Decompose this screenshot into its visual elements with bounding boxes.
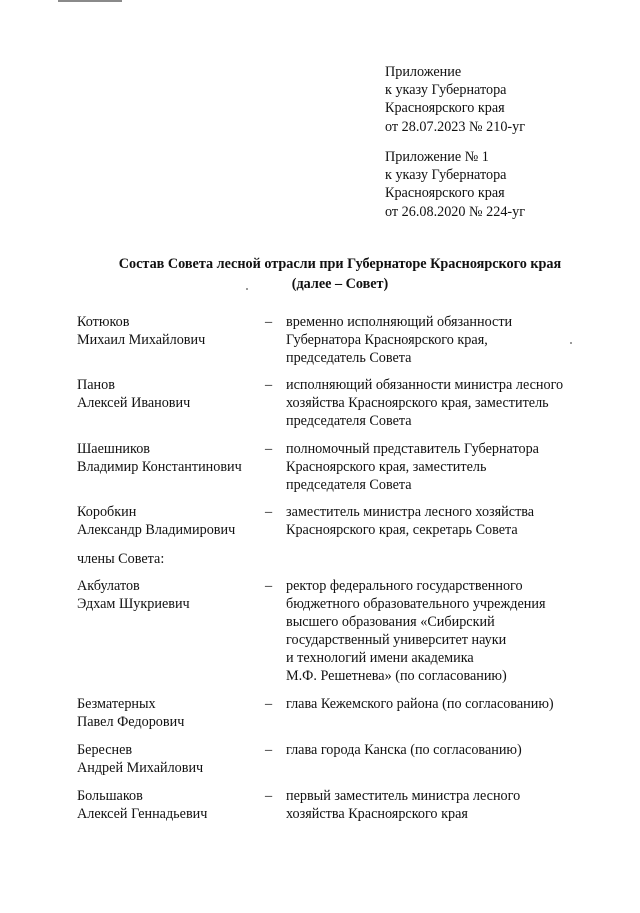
member-given-names: Эдхам Шукриевич xyxy=(77,596,190,612)
role-line: высшего образования «Сибирский xyxy=(286,614,495,630)
appendix-line: Красноярского края xyxy=(385,100,505,117)
member-given-names: Александр Владимирович xyxy=(77,522,236,538)
member-role xyxy=(286,787,596,823)
member-name xyxy=(77,503,235,539)
member-name xyxy=(77,787,207,823)
role-line: исполняющий обязанности министра лесного xyxy=(286,377,564,393)
appendix-block-original xyxy=(385,148,525,221)
member-surname: Панов xyxy=(77,377,115,393)
member-name xyxy=(77,440,242,476)
role-line: глава города Канска (по согласованию) xyxy=(286,742,522,758)
role-line: М.Ф. Решетнева» (по согласованию) xyxy=(286,668,507,684)
scan-edge-mark xyxy=(58,0,122,2)
role-line: председатель Совета xyxy=(286,350,412,366)
member-surname: Акбулатов xyxy=(77,578,140,594)
member-role xyxy=(286,577,596,685)
appendix-line: Красноярского края xyxy=(385,185,505,202)
role-line: ректор федерального государственного xyxy=(286,578,523,594)
member-given-names: Алексей Геннадьевич xyxy=(77,806,208,822)
title-line: Состав Совета лесной отрасли при Губернаторе Красноярского края xyxy=(118,256,562,272)
member-role xyxy=(286,313,596,367)
role-line: заместитель министра лесного хозяйства xyxy=(286,504,535,520)
member-dash: – xyxy=(265,788,273,804)
role-line: председателя Совета xyxy=(286,413,412,429)
member-role xyxy=(286,376,596,430)
role-line: временно исполняющий обязанности xyxy=(286,314,513,330)
member-given-names: Алексей Иванович xyxy=(77,395,191,411)
member-dash: – xyxy=(265,441,273,457)
appendix-line: от 28.07.2023 № 210-уг xyxy=(385,118,526,135)
member-surname: Большаков xyxy=(77,788,143,804)
role-line: хозяйства Красноярского края xyxy=(286,806,468,822)
member-given-names: Михаил Михайлович xyxy=(77,332,206,348)
role-line: и технологий имени академика xyxy=(286,650,474,666)
member-dash: – xyxy=(265,314,273,330)
member-given-names: Андрей Михайлович xyxy=(77,760,204,776)
member-dash: – xyxy=(265,578,273,594)
appendix-line: к указу Губернатора xyxy=(385,167,507,184)
role-line: государственный университет науки xyxy=(286,632,507,648)
member-role xyxy=(286,440,596,494)
member-surname: Коробкин xyxy=(77,504,137,520)
role-line: глава Кежемского района (по согласованию) xyxy=(286,696,554,712)
member-surname: Шаешников xyxy=(77,441,150,457)
title-line: (далее – Совет) xyxy=(291,276,389,292)
member-given-names: Владимир Константинович xyxy=(77,459,242,475)
role-line: хозяйства Красноярского края, заместитель xyxy=(286,395,549,411)
scan-speck xyxy=(246,288,248,290)
member-dash: – xyxy=(265,696,273,712)
member-dash: – xyxy=(265,377,273,393)
member-role xyxy=(286,503,596,539)
role-line: первый заместитель министра лесного xyxy=(286,788,521,804)
appendix-line: к указу Губернатора xyxy=(385,82,507,99)
appendix-block-current xyxy=(385,63,525,136)
role-line: полномочный представитель Губернатора xyxy=(286,441,539,457)
member-dash: – xyxy=(265,504,273,520)
role-line: Губернатора Красноярского края, xyxy=(286,332,488,348)
role-line: председателя Совета xyxy=(286,477,412,493)
member-name xyxy=(77,376,190,412)
appendix-line: от 26.08.2020 № 224-уг xyxy=(385,203,526,220)
member-name xyxy=(77,313,205,349)
appendix-line: Приложение № 1 xyxy=(385,149,489,165)
role-line: бюджетного образовательного учреждения xyxy=(286,596,546,612)
member-name xyxy=(77,695,184,731)
member-surname: Безматерных xyxy=(77,696,156,712)
role-line: Красноярского края, заместитель xyxy=(286,459,487,475)
member-role xyxy=(286,741,596,759)
member-dash: – xyxy=(265,742,273,758)
role-line: Красноярского края, секретарь Совета xyxy=(286,522,518,538)
member-given-names: Павел Федорович xyxy=(77,714,185,730)
members-section-label: члены Совета: xyxy=(77,551,165,567)
member-name xyxy=(77,577,190,613)
appendix-line: Приложение xyxy=(385,64,462,80)
member-name xyxy=(77,741,203,777)
member-role xyxy=(286,695,596,713)
scan-speck xyxy=(570,342,572,344)
member-surname: Котюков xyxy=(77,314,130,330)
document-title xyxy=(40,254,640,294)
member-surname: Береснев xyxy=(77,742,133,758)
